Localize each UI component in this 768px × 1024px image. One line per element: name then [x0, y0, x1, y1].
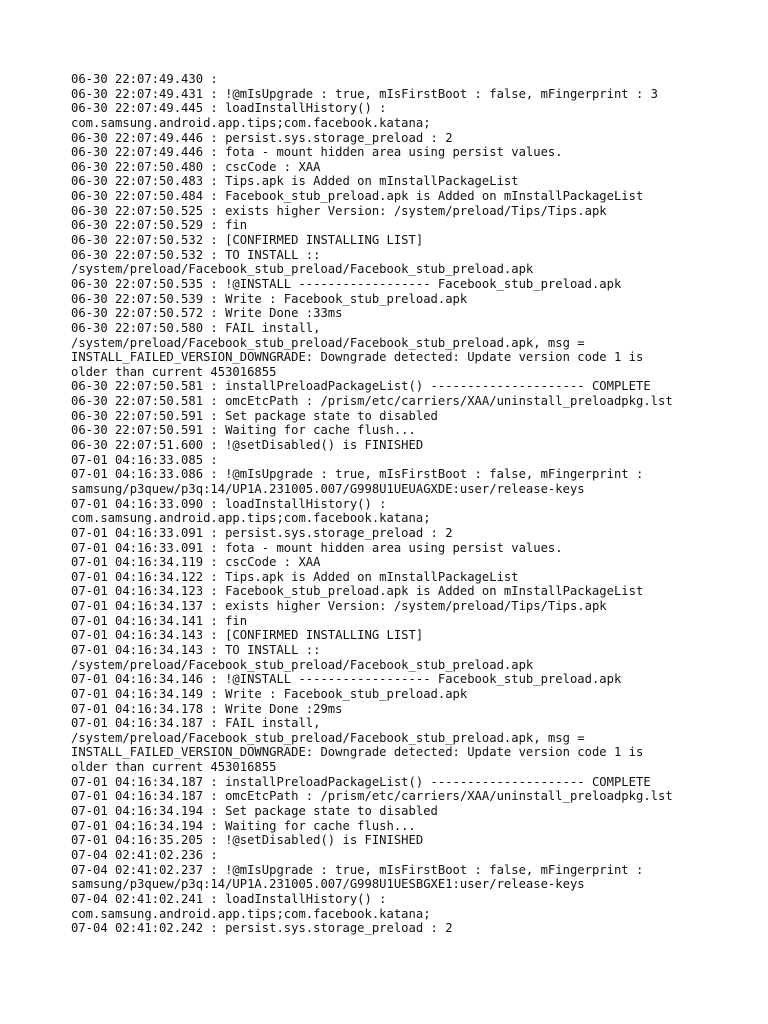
log-line: 06-30 22:07:50.529 : fin	[71, 218, 248, 233]
log-line: 06-30 22:07:50.484 : Facebook_stub_preload.apk is Added on mInstallPackageList	[71, 189, 644, 204]
log-line: 06-30 22:07:50.483 : Tips.apk is Added on mInstallPackageList	[71, 174, 519, 189]
log-text-block	[71, 72, 711, 936]
log-line: 06-30 22:07:49.446 : fota - mount hidden area using persist values.	[71, 145, 563, 160]
log-line: 06-30 22:07:50.572 : Write Done :33ms	[71, 306, 343, 321]
log-line: com.samsung.android.app.tips;com.facebook.katana;	[71, 115, 431, 130]
log-line: 07-01 04:16:34.194 : Set package state to disabled	[71, 804, 438, 819]
log-line: 07-01 04:16:35.205 : !@setDisabled() is FINISHED	[71, 833, 424, 848]
log-line: 06-30 22:07:50.525 : exists higher Version: /system/preload/Tips/Tips.apk	[71, 203, 607, 218]
log-line: /system/preload/Facebook_stub_preload/Facebook_stub_preload.apk	[71, 657, 534, 672]
log-line: 06-30 22:07:50.580 : FAIL install,	[71, 320, 321, 335]
log-line: 07-01 04:16:34.143 : TO INSTALL ::	[71, 642, 321, 657]
log-line: 07-01 04:16:34.187 : omcEtcPath : /prism/etc/carriers/XAA/uninstall_preloadpkg.lst	[71, 789, 673, 804]
log-line: older than current 453016855	[71, 364, 277, 379]
log-line: 07-01 04:16:34.187 : FAIL install,	[71, 716, 321, 731]
log-line: 07-01 04:16:34.194 : Waiting for cache flush...	[71, 818, 416, 833]
log-line: 06-30 22:07:49.445 : loadInstallHistory() :	[71, 101, 387, 116]
log-line: 07-04 02:41:02.242 : persist.sys.storage_preload : 2	[71, 921, 453, 936]
log-line: samsung/p3quew/p3q:14/UP1A.231005.007/G998U1UESBGXE1:user/release-keys	[71, 877, 585, 892]
log-line: 07-01 04:16:34.187 : installPreloadPackageList() --------------------- COMPLETE	[71, 774, 651, 789]
log-line: 07-01 04:16:34.146 : !@INSTALL ------------------ Facebook_stub_preload.apk	[71, 672, 622, 687]
log-line: 06-30 22:07:50.591 : Set package state to disabled	[71, 408, 438, 423]
log-line: /system/preload/Facebook_stub_preload/Facebook_stub_preload.apk, msg =	[71, 730, 585, 745]
log-line: 06-30 22:07:50.581 : omcEtcPath : /prism/etc/carriers/XAA/uninstall_preloadpkg.lst	[71, 394, 673, 409]
log-line: 07-01 04:16:34.143 : [CONFIRMED INSTALLING LIST]	[71, 628, 424, 643]
log-line: 07-04 02:41:02.241 : loadInstallHistory() :	[71, 891, 387, 906]
log-line: 07-01 04:16:34.141 : fin	[71, 613, 248, 628]
log-line: 07-01 04:16:34.178 : Write Done :29ms	[71, 701, 343, 716]
log-line: samsung/p3quew/p3q:14/UP1A.231005.007/G998U1UEUAGXDE:user/release-keys	[71, 481, 585, 496]
log-line: 06-30 22:07:49.430 :	[71, 72, 218, 86]
log-line: 07-01 04:16:34.123 : Facebook_stub_preload.apk is Added on mInstallPackageList	[71, 584, 644, 599]
log-line: INSTALL_FAILED_VERSION_DOWNGRADE: Downgrade detected: Update version code 1 is	[71, 745, 644, 760]
log-line: com.samsung.android.app.tips;com.facebook.katana;	[71, 511, 431, 526]
log-line: 06-30 22:07:50.581 : installPreloadPackageList() --------------------- COMPLETE	[71, 379, 651, 394]
log-line: 06-30 22:07:50.532 : TO INSTALL ::	[71, 247, 321, 262]
log-line: 06-30 22:07:50.480 : cscCode : XAA	[71, 159, 321, 174]
log-line: /system/preload/Facebook_stub_preload/Facebook_stub_preload.apk	[71, 262, 534, 277]
log-line: 07-01 04:16:33.086 : !@mIsUpgrade : true, mIsFirstBoot : false, mFingerprint :	[71, 467, 644, 482]
log-line: 07-01 04:16:33.091 : fota - mount hidden area using persist values.	[71, 540, 563, 555]
log-line: 07-01 04:16:33.085 :	[71, 452, 218, 467]
log-line: 07-01 04:16:34.119 : cscCode : XAA	[71, 555, 321, 570]
log-line: 06-30 22:07:50.535 : !@INSTALL ------------------ Facebook_stub_preload.apk	[71, 276, 622, 291]
log-line: older than current 453016855	[71, 760, 277, 775]
log-line: 06-30 22:07:49.431 : !@mIsUpgrade : true, mIsFirstBoot : false, mFingerprint : 3	[71, 86, 658, 101]
log-line: 07-04 02:41:02.237 : !@mIsUpgrade : true, mIsFirstBoot : false, mFingerprint :	[71, 862, 644, 877]
log-line: 06-30 22:07:50.591 : Waiting for cache flush...	[71, 423, 416, 438]
log-line: 07-01 04:16:33.090 : loadInstallHistory() :	[71, 496, 387, 511]
log-line: 06-30 22:07:49.446 : persist.sys.storage_preload : 2	[71, 130, 453, 145]
log-line: 06-30 22:07:51.600 : !@setDisabled() is FINISHED	[71, 438, 424, 453]
log-line: INSTALL_FAILED_VERSION_DOWNGRADE: Downgrade detected: Update version code 1 is	[71, 350, 644, 365]
log-line: 06-30 22:07:50.539 : Write : Facebook_stub_preload.apk	[71, 291, 468, 306]
log-line: 07-01 04:16:33.091 : persist.sys.storage_preload : 2	[71, 525, 453, 540]
log-line: 07-01 04:16:34.122 : Tips.apk is Added on mInstallPackageList	[71, 569, 519, 584]
log-line: 07-01 04:16:34.149 : Write : Facebook_stub_preload.apk	[71, 686, 468, 701]
log-line: /system/preload/Facebook_stub_preload/Facebook_stub_preload.apk, msg =	[71, 335, 585, 350]
log-line: 06-30 22:07:50.532 : [CONFIRMED INSTALLING LIST]	[71, 233, 424, 248]
log-line: 07-01 04:16:34.137 : exists higher Version: /system/preload/Tips/Tips.apk	[71, 599, 607, 614]
log-line: 07-04 02:41:02.236 :	[71, 847, 218, 862]
log-line: com.samsung.android.app.tips;com.facebook.katana;	[71, 906, 431, 921]
